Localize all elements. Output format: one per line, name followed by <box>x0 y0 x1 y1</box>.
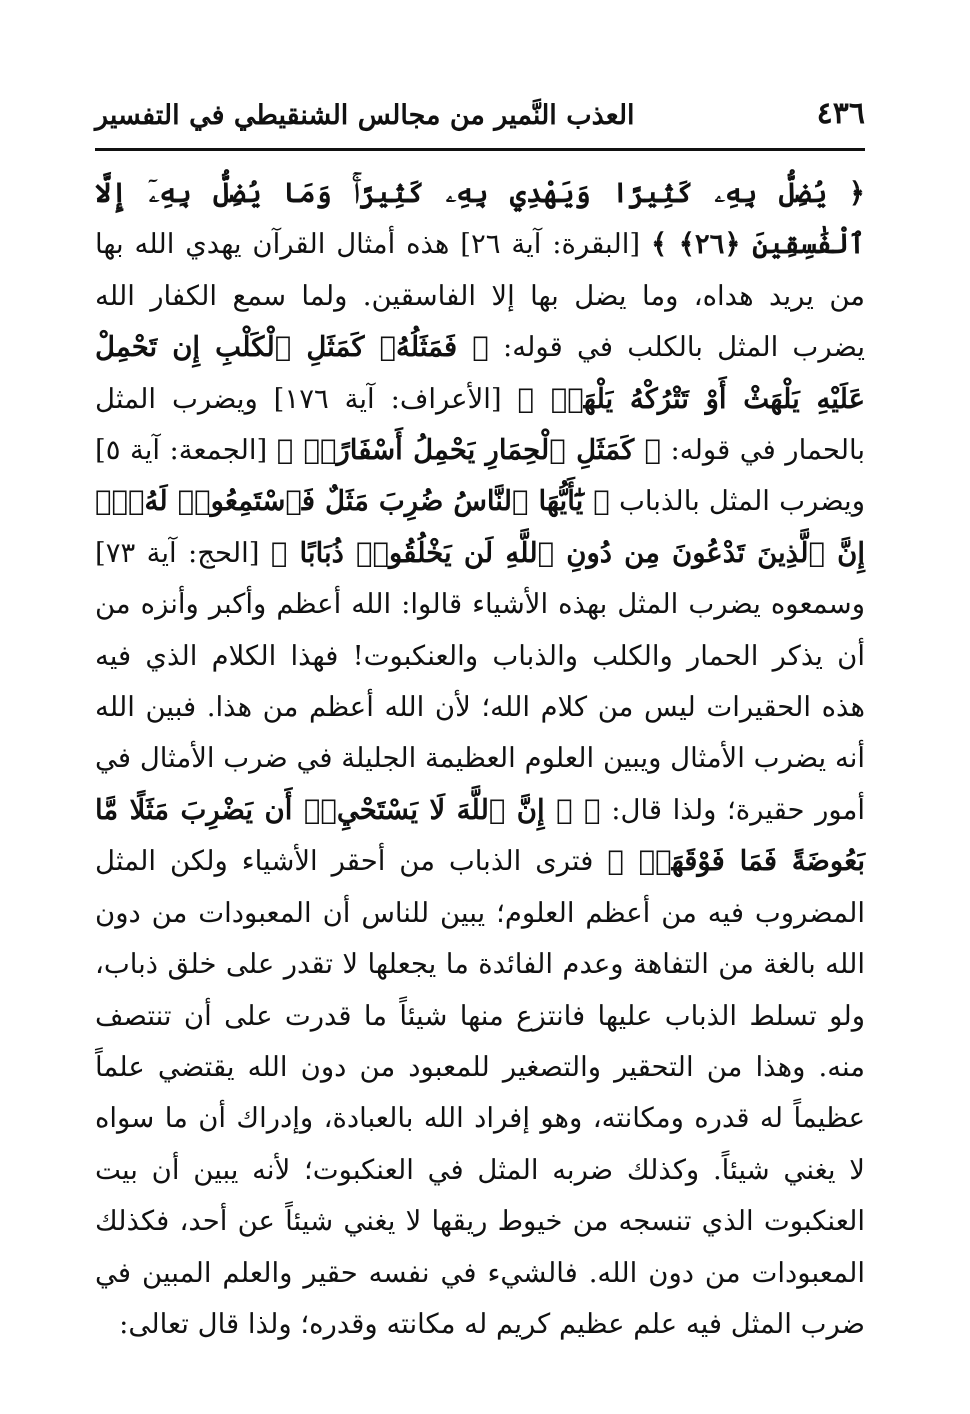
text-segment: [الجمعة: آية ٥] ويضرب المثل بالذباب <box>95 434 865 518</box>
quran-verse-hajj: ﴿ يَٰٓأَيُّهَا ٱلنَّاسُ ضُرِبَ مَثَلٌ فَٱسْتَمِعُوا۟ لَهُۥٓۚ إِنَّ ٱلَّذِينَ تَدْعُونَ مِن دُونِ ٱللَّهِ لَن يَخْلُقُوا۟ ذُبَابًا ﴾ <box>95 485 865 569</box>
quran-verse-araf: ﴿ فَمَثَلُهُۥ كَمَثَلِ ٱلْكَلْبِ إِن تَحْمِلْ عَلَيْهِ يَلْهَثْ أَوْ تَتْرُكْهُ يَلْهَثۚ ﴾ <box>95 331 866 415</box>
text-segment: [البقرة: آية ٢٦] هذه أمثال القرآن يهدي الله بها من يريد هداه، وما يضل بها إلا الفاسقين. ولما سمع الكفار الله يضرب المثل بالكلب في قوله: <box>95 228 865 364</box>
text-segment: فترى الذباب من أحقر الأشياء ولكن المثل المضروب فيه من أعظم العلوم؛ يبين للناس أن المعبودات من دون الله بالغة من التفاهة وعدم الفائدة ما يجعلها لا تقدر على خلق ذباب، ولو تسلط الذباب عليها فانتزع منها شيئاً ما قدرت على أن تنتصف منه. وهذا من التحقير والتصغير للمعبود من دون الله يقتضي علماً عظيماً له قدره ومكانته، وهو إفراد الله بالعبادة، وإدراك أن ما سواه لا يغني شيئاً. وكذلك ضربه المثل في العنكبوت؛ لأنه يبين أن بيت العنكبوت الذي تنسجه من خيوط ريقها لا يغني شيئاً عن أحد، فكذلك المعبودات من دون الله. فالشيء في نفسه حقير والعلم المبين في ضرب المثل فيه علم عظيم كريم له مكانته وقدره؛ ولذا قال تعالى: <box>95 845 865 1340</box>
text-segment: [الحج: آية ٧٣] وسمعوه يضرب المثل بهذه الأشياء قالوا: الله أعظم وأكبر وأنزه من أن يذكر الحمار والكلب والذباب والعنكبوت! فهذا الكلام الذي فيه هذه الحقيرات ليس من كلام الله؛ لأن الله أعظم من هذا. فبين الله أنه يضرب الأمثال ويبين العلوم العظيمة الجليلة في ضرب الأمثال في أمور حقيرة؛ ولذا قال: <box>95 536 866 826</box>
paragraph <box>95 168 865 1350</box>
header-divider <box>95 148 865 151</box>
quran-verse-baqarah: ﴿ يُضِلُّ بِهِۦ كَثِيرًا وَيَهْدِي بِهِۦ كَثِيرًاۚ وَمَا يُضِلُّ بِهِۦٓ إِلَّا ٱلْفَٰسِقِينَ ﴿٢٦﴾ ﴾ <box>95 177 865 261</box>
body-text <box>95 168 865 1368</box>
text-segment: [الأعراف: آية ١٧٦] ويضرب المثل بالحمار في قوله: <box>95 382 866 467</box>
page-number: ٤٣٦ <box>816 96 865 131</box>
quran-verse-baqarah-26: ﴿ ۞ إِنَّ ٱللَّهَ لَا يَسْتَحْيِۦٓ أَن يَضْرِبَ مَثَلًا مَّا بَعُوضَةً فَمَا فَوْقَهَاۚ ﴾ <box>95 793 865 878</box>
page-header <box>95 92 865 148</box>
running-title: العذب النَّمير من مجالس الشنقيطي في التفسير <box>95 100 635 131</box>
quran-verse-jumuah: ﴿ كَمَثَلِ ٱلْحِمَارِ يَحْمِلُ أَسْفَارًاۚ ﴾ <box>276 434 662 467</box>
